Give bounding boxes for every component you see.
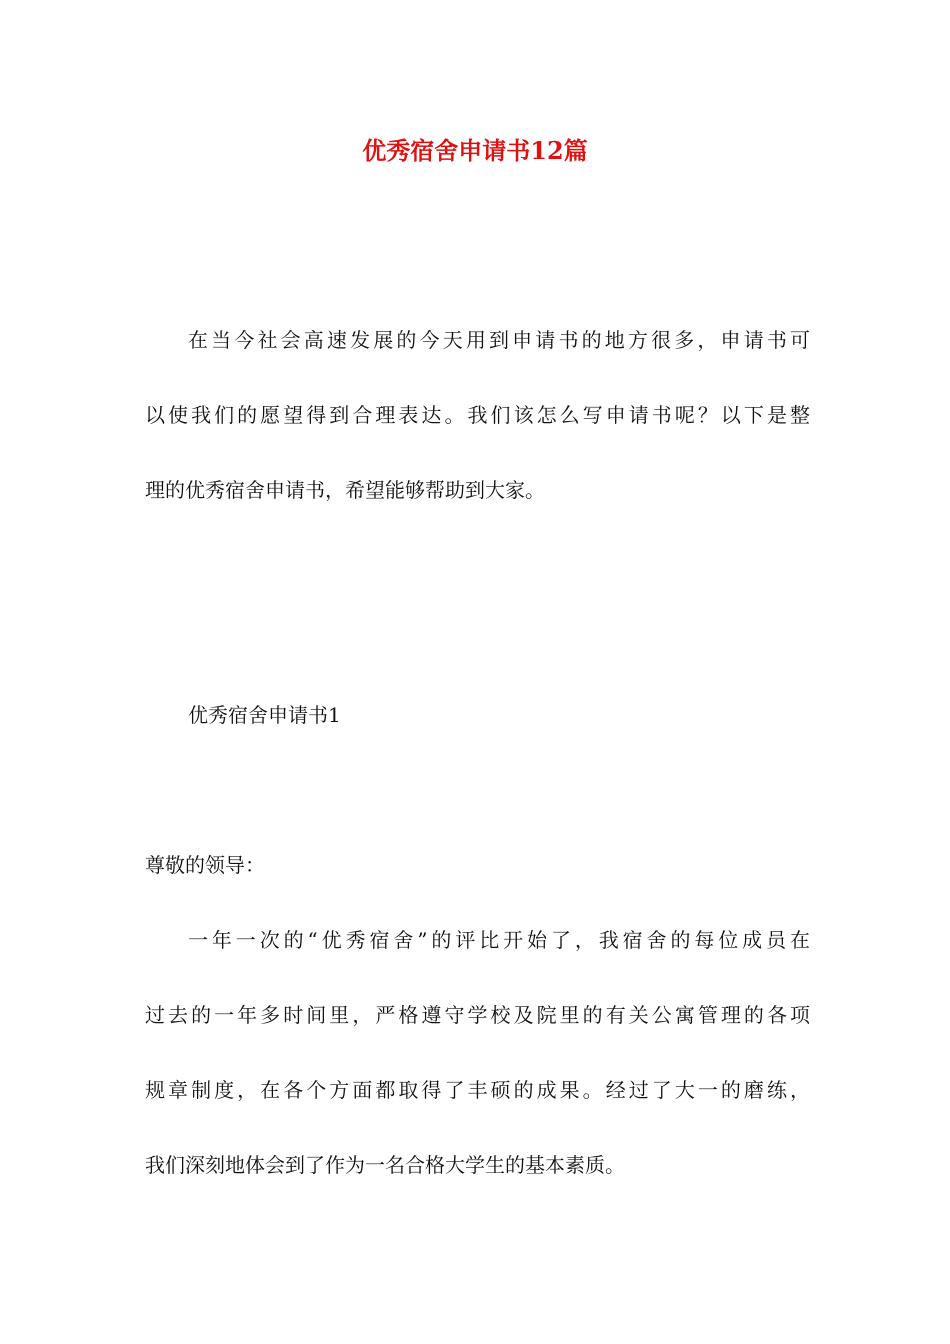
body-line-3: 规章制度，在各个方面都取得了丰硕的成果。经过了大一的磨练， xyxy=(145,1078,810,1102)
body-line-4: 我们深刻地体会到了作为一名合格大学生的基本素质。 xyxy=(145,1153,625,1177)
intro-line-2: 以使我们的愿望得到合理表达。我们该怎么写申请书呢？以下是整 xyxy=(145,403,810,427)
document-title: 优秀宿舍申请书12篇 xyxy=(362,136,588,165)
body-line-1: 一年一次的“优秀宿舍”的评比开始了，我宿舍的每位成员在 xyxy=(188,928,810,952)
body-line-2: 过去的一年多时间里，严格遵守学校及院里的有关公寓管理的各项 xyxy=(145,1003,810,1027)
section-heading: 优秀宿舍申请书1 xyxy=(188,703,341,727)
intro-line-1: 在当今社会高速发展的今天用到申请书的地方很多，申请书可 xyxy=(188,328,810,352)
salutation: 尊敬的领导： xyxy=(145,853,265,877)
intro-line-3: 理的优秀宿舍申请书，希望能够帮助到大家。 xyxy=(145,478,545,502)
